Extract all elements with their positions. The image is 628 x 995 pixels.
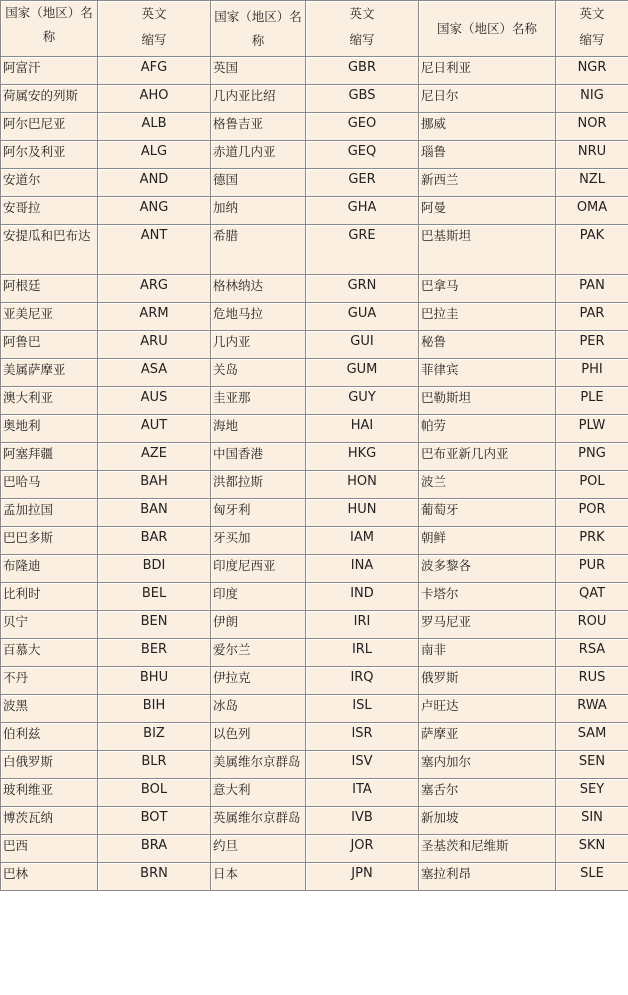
country-code-cell: JPN <box>306 863 419 891</box>
country-name-cell: 安哥拉 <box>1 197 98 225</box>
table-row <box>1 835 628 863</box>
country-name-cell: 孟加拉国 <box>1 499 98 527</box>
country-name-cell: 赤道几内亚 <box>211 141 306 169</box>
country-code-cell: PLW <box>556 415 628 443</box>
country-name-cell: 巴勒斯坦 <box>419 387 556 415</box>
country-name-cell: 尼日利亚 <box>419 57 556 85</box>
country-code-cell: HKG <box>306 443 419 471</box>
country-code-cell: HAI <box>306 415 419 443</box>
table-row <box>1 225 628 275</box>
country-name-cell: 阿曼 <box>419 197 556 225</box>
country-name-cell: 巴西 <box>1 835 98 863</box>
country-name-cell: 英国 <box>211 57 306 85</box>
country-code-cell: RUS <box>556 667 628 695</box>
country-code-cell: SLE <box>556 863 628 891</box>
country-name-cell: 新西兰 <box>419 169 556 197</box>
header-code-line1: 英文 <box>141 6 167 21</box>
country-code-cell: ARU <box>98 331 211 359</box>
country-name-cell: 博茨瓦纳 <box>1 807 98 835</box>
header-row <box>1 1 628 57</box>
table-row <box>1 611 628 639</box>
country-code-cell: RWA <box>556 695 628 723</box>
table-row <box>1 583 628 611</box>
country-name-cell: 新加坡 <box>419 807 556 835</box>
country-code-cell: SAM <box>556 723 628 751</box>
country-code-cell: ARG <box>98 275 211 303</box>
country-name-cell: 塞拉利昂 <box>419 863 556 891</box>
country-code-cell: ALG <box>98 141 211 169</box>
country-code-cell: BEN <box>98 611 211 639</box>
table-row <box>1 751 628 779</box>
country-code-cell: PNG <box>556 443 628 471</box>
country-name-cell: 百慕大 <box>1 639 98 667</box>
table-row <box>1 387 628 415</box>
country-name-cell: 塞内加尔 <box>419 751 556 779</box>
country-code-cell: BEL <box>98 583 211 611</box>
country-code-cell: POR <box>556 499 628 527</box>
country-code-cell: ARM <box>98 303 211 331</box>
header-code-line2: 缩写 <box>349 32 375 47</box>
country-name-cell: 朝鲜 <box>419 527 556 555</box>
country-code-cell: ASA <box>98 359 211 387</box>
country-name-cell: 中国香港 <box>211 443 306 471</box>
country-name-cell: 约旦 <box>211 835 306 863</box>
country-code-cell: ISV <box>306 751 419 779</box>
country-name-cell: 伊朗 <box>211 611 306 639</box>
country-code-cell: RSA <box>556 639 628 667</box>
country-name-cell: 奥地利 <box>1 415 98 443</box>
country-code-cell: HUN <box>306 499 419 527</box>
country-name-cell: 波兰 <box>419 471 556 499</box>
table-row <box>1 499 628 527</box>
country-name-cell: 圭亚那 <box>211 387 306 415</box>
country-code-cell: BOL <box>98 779 211 807</box>
header-code-cell <box>556 1 628 57</box>
country-name-cell: 俄罗斯 <box>419 667 556 695</box>
country-name-cell: 南非 <box>419 639 556 667</box>
table-row <box>1 303 628 331</box>
country-name-cell: 圣基茨和尼维斯 <box>419 835 556 863</box>
country-code-cell: AND <box>98 169 211 197</box>
table-row <box>1 169 628 197</box>
country-code-cell: IRI <box>306 611 419 639</box>
country-code-cell: NRU <box>556 141 628 169</box>
country-name-cell: 玻利维亚 <box>1 779 98 807</box>
country-code-cell: BOT <box>98 807 211 835</box>
country-code-cell: GEQ <box>306 141 419 169</box>
country-name-cell: 阿尔巴尼亚 <box>1 113 98 141</box>
country-name-cell: 巴哈马 <box>1 471 98 499</box>
country-name-cell: 帕劳 <box>419 415 556 443</box>
country-code-cell: NIG <box>556 85 628 113</box>
country-name-cell: 塞舌尔 <box>419 779 556 807</box>
country-code-cell: IRL <box>306 639 419 667</box>
country-name-cell: 尼日尔 <box>419 85 556 113</box>
header-code-line2: 缩写 <box>141 32 167 47</box>
country-code-cell: PAR <box>556 303 628 331</box>
table-row <box>1 695 628 723</box>
country-code-cell: NGR <box>556 57 628 85</box>
table-row <box>1 555 628 583</box>
country-code-table-body <box>1 1 628 891</box>
country-code-cell: BIH <box>98 695 211 723</box>
country-name-cell: 伊拉克 <box>211 667 306 695</box>
country-name-cell: 波黑 <box>1 695 98 723</box>
country-name-cell: 阿鲁巴 <box>1 331 98 359</box>
country-code-cell: ISL <box>306 695 419 723</box>
country-name-cell: 意大利 <box>211 779 306 807</box>
country-name-cell: 加纳 <box>211 197 306 225</box>
country-code-cell: ISR <box>306 723 419 751</box>
country-name-cell: 几内亚比绍 <box>211 85 306 113</box>
country-code-cell: PHI <box>556 359 628 387</box>
country-name-cell: 巴林 <box>1 863 98 891</box>
country-name-cell: 印度 <box>211 583 306 611</box>
country-code-cell: GUI <box>306 331 419 359</box>
table-row <box>1 779 628 807</box>
country-code-cell: BIZ <box>98 723 211 751</box>
table-row <box>1 415 628 443</box>
table-row <box>1 359 628 387</box>
table-row <box>1 471 628 499</box>
country-name-cell: 阿尔及利亚 <box>1 141 98 169</box>
country-code-cell: AZE <box>98 443 211 471</box>
table-row <box>1 113 628 141</box>
country-code-cell: GBS <box>306 85 419 113</box>
country-code-cell: JOR <box>306 835 419 863</box>
country-code-cell: PAN <box>556 275 628 303</box>
country-code-cell: IND <box>306 583 419 611</box>
country-name-cell: 德国 <box>211 169 306 197</box>
table-row <box>1 197 628 225</box>
country-code-cell: AUT <box>98 415 211 443</box>
country-name-cell: 罗马尼亚 <box>419 611 556 639</box>
country-code-cell: IAM <box>306 527 419 555</box>
country-name-cell: 爱尔兰 <box>211 639 306 667</box>
country-code-cell: SEN <box>556 751 628 779</box>
country-code-cell: HON <box>306 471 419 499</box>
country-name-cell: 挪威 <box>419 113 556 141</box>
country-code-cell: GUA <box>306 303 419 331</box>
country-name-cell: 波多黎各 <box>419 555 556 583</box>
header-code-line1: 英文 <box>349 6 375 21</box>
country-code-cell: ROU <box>556 611 628 639</box>
country-name-cell: 印度尼西亚 <box>211 555 306 583</box>
country-name-cell: 瑙鲁 <box>419 141 556 169</box>
table-row <box>1 527 628 555</box>
country-name-cell: 阿富汗 <box>1 57 98 85</box>
country-name-cell: 菲律宾 <box>419 359 556 387</box>
country-name-cell: 几内亚 <box>211 331 306 359</box>
table-row <box>1 807 628 835</box>
country-name-cell: 牙买加 <box>211 527 306 555</box>
country-name-cell: 安道尔 <box>1 169 98 197</box>
table-row <box>1 667 628 695</box>
country-code-cell: PAK <box>556 225 628 275</box>
country-code-cell: PRK <box>556 527 628 555</box>
country-name-cell: 美属维尔京群岛 <box>211 751 306 779</box>
country-code-cell: GER <box>306 169 419 197</box>
country-name-cell: 关岛 <box>211 359 306 387</box>
country-name-cell: 贝宁 <box>1 611 98 639</box>
country-code-cell: POL <box>556 471 628 499</box>
country-code-cell: GUY <box>306 387 419 415</box>
country-code-cell: GRE <box>306 225 419 275</box>
country-code-cell: GHA <box>306 197 419 225</box>
country-name-cell: 巴基斯坦 <box>419 225 556 275</box>
country-name-cell: 阿塞拜疆 <box>1 443 98 471</box>
country-code-cell: ALB <box>98 113 211 141</box>
header-name-cell: 国家（地区）名称 <box>211 1 306 57</box>
country-name-cell: 巴拉圭 <box>419 303 556 331</box>
country-code-cell: AFG <box>98 57 211 85</box>
country-name-cell: 白俄罗斯 <box>1 751 98 779</box>
country-code-cell: GRN <box>306 275 419 303</box>
country-code-cell: INA <box>306 555 419 583</box>
header-code-line1: 英文 <box>579 6 605 21</box>
table-row <box>1 443 628 471</box>
country-code-cell: SEY <box>556 779 628 807</box>
country-name-cell: 危地马拉 <box>211 303 306 331</box>
country-code-cell: QAT <box>556 583 628 611</box>
country-code-cell: BAH <box>98 471 211 499</box>
country-code-cell: BER <box>98 639 211 667</box>
country-name-cell: 葡萄牙 <box>419 499 556 527</box>
country-name-cell: 以色列 <box>211 723 306 751</box>
header-name-cell: 国家（地区）名称 <box>1 1 98 57</box>
country-name-cell: 布隆迪 <box>1 555 98 583</box>
country-code-cell: BAN <box>98 499 211 527</box>
country-code-cell: AHO <box>98 85 211 113</box>
country-name-cell: 海地 <box>211 415 306 443</box>
table-row <box>1 639 628 667</box>
country-name-cell: 萨摩亚 <box>419 723 556 751</box>
country-code-cell: NZL <box>556 169 628 197</box>
country-name-cell: 秘鲁 <box>419 331 556 359</box>
country-code-cell: BRA <box>98 835 211 863</box>
country-code-cell: ANT <box>98 225 211 275</box>
country-name-cell: 格林纳达 <box>211 275 306 303</box>
country-code-cell: GEO <box>306 113 419 141</box>
country-name-cell: 巴巴多斯 <box>1 527 98 555</box>
country-name-cell: 卡塔尔 <box>419 583 556 611</box>
header-name-cell: 国家（地区）名称 <box>419 1 556 57</box>
country-code-cell: OMA <box>556 197 628 225</box>
country-code-cell: BAR <box>98 527 211 555</box>
country-code-cell: SKN <box>556 835 628 863</box>
country-code-cell: IRQ <box>306 667 419 695</box>
country-name-cell: 格鲁吉亚 <box>211 113 306 141</box>
country-name-cell: 洪都拉斯 <box>211 471 306 499</box>
table-row <box>1 275 628 303</box>
country-code-cell: BHU <box>98 667 211 695</box>
country-name-cell: 英属维尔京群岛 <box>211 807 306 835</box>
country-code-cell: ITA <box>306 779 419 807</box>
country-code-cell: BDI <box>98 555 211 583</box>
country-name-cell: 荷属安的列斯 <box>1 85 98 113</box>
country-code-cell: IVB <box>306 807 419 835</box>
country-code-cell: PLE <box>556 387 628 415</box>
header-code-cell <box>98 1 211 57</box>
header-code-line2: 缩写 <box>579 32 605 47</box>
country-code-cell: SIN <box>556 807 628 835</box>
country-name-cell: 阿根廷 <box>1 275 98 303</box>
country-name-cell: 日本 <box>211 863 306 891</box>
country-name-cell: 伯利兹 <box>1 723 98 751</box>
table-row <box>1 85 628 113</box>
country-name-cell: 匈牙利 <box>211 499 306 527</box>
country-name-cell: 卢旺达 <box>419 695 556 723</box>
country-name-cell: 比利时 <box>1 583 98 611</box>
country-code-cell: BLR <box>98 751 211 779</box>
country-code-cell: PUR <box>556 555 628 583</box>
table-row <box>1 331 628 359</box>
country-name-cell: 安提瓜和巴布达 <box>1 225 98 275</box>
country-name-cell: 希腊 <box>211 225 306 275</box>
country-name-cell: 巴布亚新几内亚 <box>419 443 556 471</box>
table-row <box>1 57 628 85</box>
country-name-cell: 冰岛 <box>211 695 306 723</box>
country-name-cell: 巴拿马 <box>419 275 556 303</box>
country-name-cell: 不丹 <box>1 667 98 695</box>
header-code-cell <box>306 1 419 57</box>
country-code-cell: PER <box>556 331 628 359</box>
country-name-cell: 美属萨摩亚 <box>1 359 98 387</box>
table-row <box>1 723 628 751</box>
country-code-cell: GBR <box>306 57 419 85</box>
country-code-cell: GUM <box>306 359 419 387</box>
country-code-cell: NOR <box>556 113 628 141</box>
country-code-cell: AUS <box>98 387 211 415</box>
table-row <box>1 141 628 169</box>
country-code-cell: ANG <box>98 197 211 225</box>
country-name-cell: 澳大利亚 <box>1 387 98 415</box>
country-name-cell: 亚美尼亚 <box>1 303 98 331</box>
country-code-cell: BRN <box>98 863 211 891</box>
table-row <box>1 863 628 891</box>
